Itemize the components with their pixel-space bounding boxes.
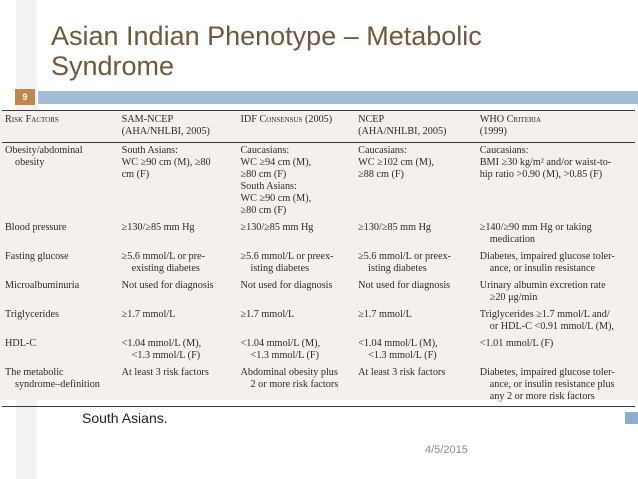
cell-line: WC ≥90 cm (M), [240, 193, 312, 204]
cell-line: Diabetes, impaired glucose toler- [479, 251, 615, 262]
cell-line: ≥130/≥85 mm Hg [358, 222, 432, 233]
slide-number: 9 [15, 89, 35, 105]
table-cell [477, 307, 635, 336]
footer-text: South Asians. [82, 410, 168, 426]
cell-line: ≥140/≥90 mm Hg or taking [479, 222, 592, 233]
cell-line: ≥88 cm (F) [358, 169, 404, 180]
table-cell [119, 307, 238, 336]
slide-date: 4/5/2015 [425, 444, 468, 456]
table-cell [119, 278, 238, 307]
cell-line: any 2 or more risk factors [489, 391, 595, 402]
cell-line: <1.3 mmol/L (F) [131, 350, 201, 361]
cell-line: <1.04 mmol/L (M), [240, 338, 321, 349]
header-risk-factors: Risk Factors [5, 114, 59, 125]
table-cell [355, 220, 477, 249]
cell-line: At least 3 risk factors [358, 367, 446, 378]
title-divider-bar [38, 91, 638, 104]
table-cell [477, 220, 635, 249]
table-cell [119, 365, 238, 407]
table-cell [477, 143, 635, 221]
cell-line: ≥1.7 mmol/L [358, 309, 412, 320]
cell-line: Caucasians: [358, 145, 407, 156]
table-cell [2, 249, 119, 278]
cell-line: ≥130/≥85 mm Hg [121, 222, 195, 233]
table-cell [2, 143, 119, 221]
table-cell [2, 307, 119, 336]
header-sam-ncep: SAM-NCEP (AHA/NHLBI, 2005) [121, 114, 210, 137]
table-header-row [2, 111, 635, 143]
cell-line: Blood pressure [5, 222, 67, 233]
table-cell [238, 307, 356, 336]
table-cell [2, 365, 119, 407]
slide-title: Asian Indian Phenotype – Metabolic Syndrome [51, 21, 482, 81]
cell-line: WC ≥102 cm (M), [358, 157, 434, 168]
table-cell [2, 220, 119, 249]
header-who-criteria: WHO Criteria (1999) [479, 114, 542, 137]
table-cell [119, 220, 238, 249]
cell-line: isting diabetes [250, 263, 310, 274]
cell-line: cm (F) [121, 169, 150, 180]
table-cell [2, 278, 119, 307]
cell-line: ance, or insulin resistance plus [489, 379, 615, 390]
metabolic-syndrome-criteria-table [2, 110, 635, 407]
cell-line: hip ratio >0.90 (M), >0.85 (F) [479, 169, 603, 180]
table-cell [238, 336, 356, 365]
cell-line: At least 3 risk factors [121, 367, 209, 378]
cell-line: ≥80 cm (F) [240, 169, 287, 180]
cell-line: ≥5.6 mmol/L or preex- [240, 251, 334, 262]
table-cell [477, 278, 635, 307]
cell-line: ≥1.7 mmol/L [240, 309, 295, 320]
table-row [2, 336, 635, 365]
criteria-table-image [0, 110, 638, 400]
cell-line: Not used for diagnosis [358, 280, 451, 291]
header-idf-consensus: IDF Consensus (2005) [240, 114, 333, 125]
cell-line: ≥20 μg/min [489, 292, 538, 303]
cell-line: BMI ≥30 kg/m² and/or waist-to- [479, 157, 612, 168]
table-row [2, 220, 635, 249]
table-cell [238, 220, 356, 249]
cell-line: Caucasians: [479, 145, 529, 156]
cell-line: <1.04 mmol/L (M), [121, 338, 202, 349]
table-cell [355, 365, 477, 407]
table-cell [238, 278, 356, 307]
table-cell [238, 143, 356, 221]
cell-line: Abdominal obesity plus [240, 367, 338, 378]
table-row [2, 278, 635, 307]
table-cell [477, 365, 635, 407]
cell-line: Microalbuminuria [5, 280, 80, 291]
cell-line: <1.01 mmol/L (F) [479, 338, 554, 349]
cell-line: South Asians: [240, 181, 297, 192]
cell-line: Caucasians: [240, 145, 290, 156]
cell-line: ≥130/≥85 mm Hg [240, 222, 314, 233]
cell-line: ≥1.7 mmol/L [121, 309, 176, 320]
cell-line: ≥80 cm (F) [240, 205, 287, 216]
table-row [2, 143, 635, 221]
header-ncep: NCEP (AHA/NHLBI, 2005) [358, 114, 447, 137]
cell-line: Obesity/abdominal [5, 145, 83, 156]
table-row [2, 249, 635, 278]
cell-line: 2 or more risk factors [250, 379, 339, 390]
cell-line: The metabolic [5, 367, 64, 378]
cell-line: ≥5.6 mmol/L or preex- [358, 251, 452, 262]
cell-line: Urinary albumin excretion rate [479, 280, 606, 291]
table-cell [477, 336, 635, 365]
table-row [2, 307, 635, 336]
cell-line: obesity [15, 157, 45, 168]
cell-line: WC ≥94 cm (M), [240, 157, 312, 168]
cell-line: Fasting glucose [5, 251, 69, 262]
table-cell [355, 307, 477, 336]
cell-line: South Asians: [121, 145, 178, 156]
cell-line: medication [489, 234, 536, 245]
table-row [2, 365, 635, 407]
table-cell [2, 336, 119, 365]
cell-line: Diabetes, impaired glucose toler- [479, 367, 615, 378]
cell-line: <1.3 mmol/L (F) [368, 350, 437, 361]
cell-line: ance, or insulin resistance [489, 263, 595, 274]
cell-line: <1.3 mmol/L (F) [250, 350, 319, 361]
table-cell [119, 336, 238, 365]
table-cell [238, 249, 356, 278]
cell-line: Not used for diagnosis [240, 280, 333, 291]
cell-line: existing diabetes [131, 263, 200, 274]
cell-line: isting diabetes [368, 263, 427, 274]
table-cell [355, 249, 477, 278]
cell-line: or HDL-C <0.91 mmol/L (M), [489, 321, 614, 332]
cell-line: Triglycerides ≥1.7 mmol/L and/ [479, 309, 610, 320]
table-cell [119, 143, 238, 221]
corner-accent-square [625, 412, 638, 424]
cell-line: Not used for diagnosis [121, 280, 214, 291]
cell-line: <1.04 mmol/L (M), [358, 338, 438, 349]
table-cell [355, 278, 477, 307]
cell-line: Triglycerides [5, 309, 59, 320]
table-cell [119, 249, 238, 278]
table-cell [355, 336, 477, 365]
table-cell [238, 365, 356, 407]
cell-line: HDL-C [5, 338, 37, 349]
cell-line: ≥5.6 mmol/L or pre- [121, 251, 205, 262]
table-cell [355, 143, 477, 221]
table-cell [477, 249, 635, 278]
cell-line: syndrome–definition [15, 379, 100, 390]
cell-line: WC ≥90 cm (M), ≥80 [121, 157, 211, 168]
